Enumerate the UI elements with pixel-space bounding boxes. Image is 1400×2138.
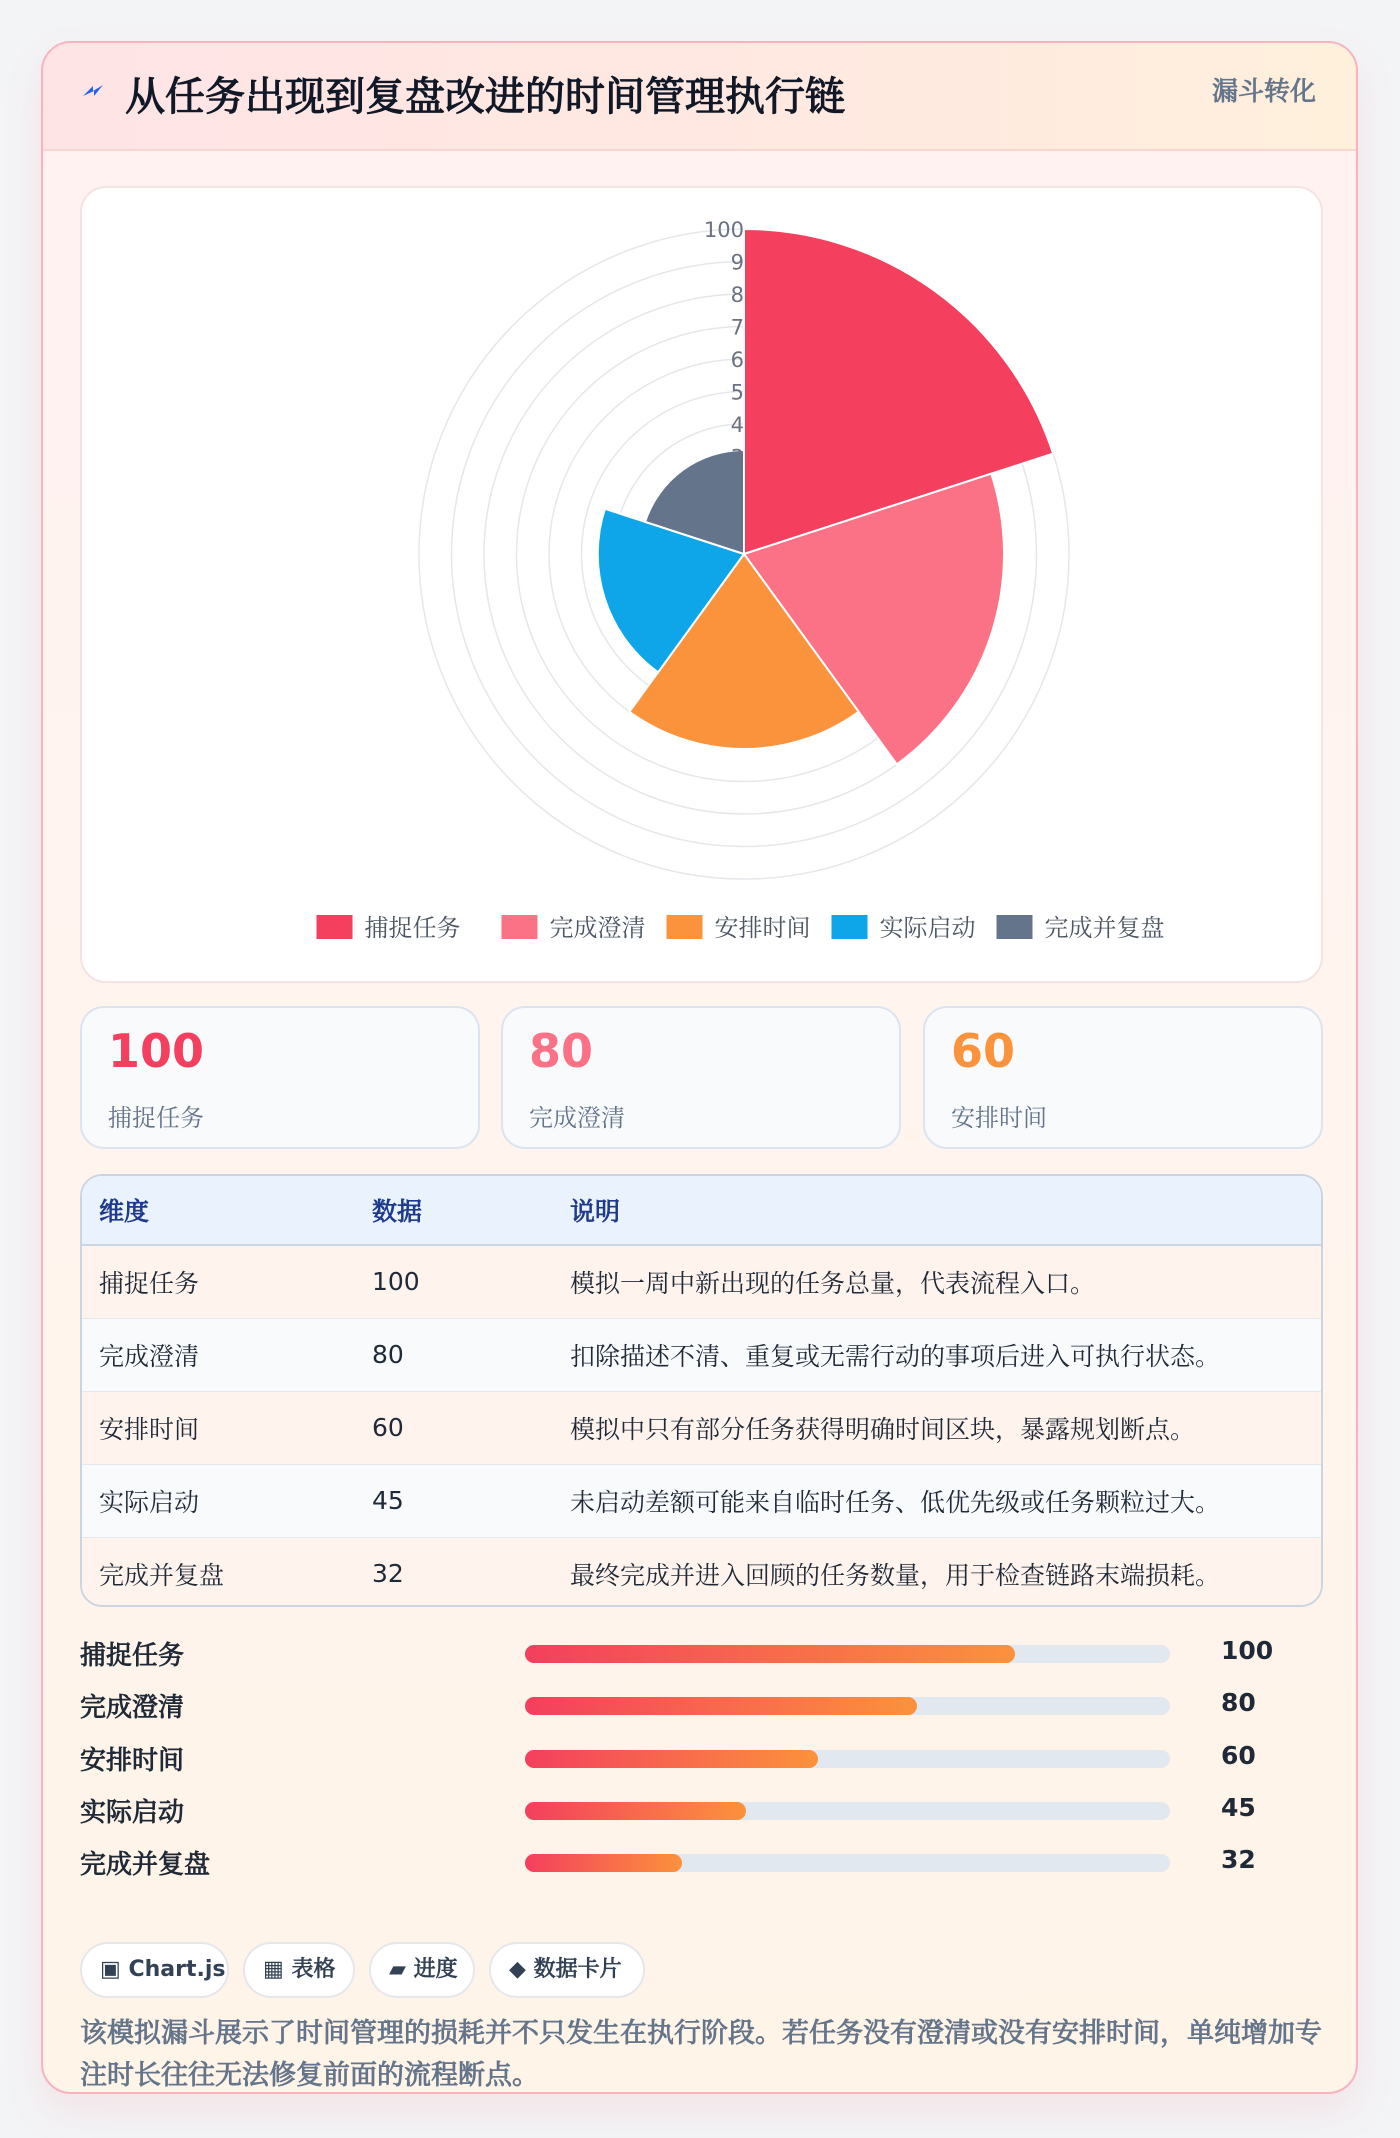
stat-label: 完成澄清 — [529, 1104, 625, 1132]
summary-note: 该模拟漏斗展示了时间管理的损耗并不只发生在执行阶段。若任务没有澄清或没有安排时间，单纯增加专注时长往往无法修复前面的流程断点。 — [80, 2018, 1322, 2091]
progress-icon: ▰ — [389, 1957, 406, 1982]
table-cell: 扣除描述不清、重复或无需行动的事项后进入可执行状态。 — [570, 1341, 1221, 1371]
progress-row — [80, 1738, 1323, 1778]
stat-card — [501, 1006, 901, 1149]
progress-fill — [525, 1802, 746, 1820]
table-cell: 60 — [372, 1413, 404, 1442]
chip-progress[interactable] — [369, 1942, 475, 1998]
legend-swatch — [667, 915, 703, 939]
legend-label: 安排时间 — [714, 914, 811, 942]
stat-value: 60 — [951, 1024, 1016, 1078]
progress-fill — [525, 1750, 818, 1768]
header-tag: 漏斗转化 — [1211, 77, 1316, 107]
page-title: 从任务出现到复盘改进的时间管理执行链 — [125, 74, 845, 120]
legend-swatch — [502, 915, 538, 939]
chart-panel — [80, 186, 1323, 983]
table-cell: 80 — [372, 1340, 404, 1369]
radial-tick-label: 100 — [703, 218, 744, 242]
legend-swatch — [317, 915, 353, 939]
stat-label: 安排时间 — [951, 1104, 1047, 1132]
progress-label: 完成并复盘 — [80, 1850, 211, 1880]
table-row — [82, 1245, 1321, 1318]
chip-label: 数据卡片 — [533, 1957, 622, 1982]
card-header — [43, 43, 1356, 151]
chip-label: 进度 — [413, 1957, 458, 1982]
progress-value: 45 — [1221, 1793, 1256, 1822]
table-cell: 捕捉任务 — [99, 1268, 200, 1298]
progress-label: 捕捉任务 — [80, 1641, 185, 1671]
stat-value: 100 — [108, 1024, 205, 1078]
stat-label: 捕捉任务 — [108, 1104, 204, 1132]
table-row — [82, 1391, 1321, 1464]
chip-label: 表格 — [291, 1957, 336, 1982]
progress-value: 32 — [1221, 1845, 1256, 1874]
column-header: 说明 — [553, 1176, 1321, 1245]
grid-table-icon: ▦ — [263, 1957, 284, 1982]
progress-value: 60 — [1221, 1741, 1256, 1770]
column-header: 维度 — [82, 1176, 355, 1245]
legend-label: 捕捉任务 — [364, 914, 461, 942]
stat-value: 80 — [529, 1024, 594, 1078]
table-cell: 模拟一周中新出现的任务总量，代表流程入口。 — [570, 1268, 1096, 1298]
stat-card — [80, 1006, 480, 1149]
table-cell: 45 — [372, 1486, 404, 1515]
table-row — [82, 1537, 1321, 1607]
diamond-icon: ◆ — [509, 1957, 526, 1982]
progress-fill — [525, 1854, 682, 1872]
progress-track — [525, 1645, 1170, 1663]
legend-label: 完成并复盘 — [1044, 914, 1165, 942]
main-card — [41, 41, 1358, 2094]
table-cell: 完成并复盘 — [99, 1560, 225, 1590]
progress-track — [525, 1854, 1170, 1872]
radial-tick-label: 3 — [730, 445, 744, 470]
chart-square-icon: ▣ — [100, 1957, 121, 1982]
progress-label: 安排时间 — [80, 1746, 185, 1776]
legend-swatch — [997, 915, 1033, 939]
table-cell: 未启动差额可能来自临时任务、低优先级或任务颗粒过大。 — [570, 1487, 1221, 1517]
progress-fill — [525, 1645, 1015, 1663]
table-cell: 模拟中只有部分任务获得明确时间区块，暴露规划断点。 — [570, 1414, 1196, 1444]
stat-card — [923, 1006, 1323, 1149]
table-cell: 实际启动 — [99, 1487, 200, 1517]
data-table — [80, 1174, 1323, 1607]
chip-table[interactable] — [243, 1942, 355, 1998]
progress-value: 100 — [1221, 1636, 1274, 1665]
legend-label: 实际启动 — [879, 914, 976, 942]
stat-cards — [80, 1006, 1323, 1149]
tag-chips — [80, 1942, 1323, 1998]
progress-row — [80, 1842, 1323, 1882]
radial-tick-label: 6 — [730, 348, 744, 372]
polar-area-chart — [82, 188, 1321, 981]
chip-data-card[interactable] — [489, 1942, 645, 1998]
progress-list — [80, 1633, 1323, 1893]
column-header: 数据 — [355, 1176, 553, 1245]
progress-row — [80, 1633, 1323, 1673]
chip-chartjs[interactable] — [80, 1942, 229, 1998]
radial-tick-label: 7 — [730, 315, 744, 340]
table-header-row — [82, 1176, 1321, 1245]
table-row — [82, 1464, 1321, 1537]
radial-tick-label: 9 — [730, 250, 744, 275]
table-cell: 安排时间 — [99, 1414, 200, 1444]
progress-track — [525, 1802, 1170, 1820]
radial-tick-label: 4 — [730, 413, 744, 437]
radial-tick-label: 5 — [730, 380, 744, 405]
table-cell: 最终完成并进入回顾的任务数量，用于检查链路末端损耗。 — [570, 1560, 1221, 1590]
legend-swatch — [832, 915, 868, 939]
table-cell: 32 — [372, 1559, 404, 1589]
progress-row — [80, 1685, 1323, 1725]
table-row — [82, 1318, 1321, 1391]
table-cell: 完成澄清 — [99, 1341, 200, 1371]
radial-tick-label: 8 — [730, 283, 744, 307]
legend-label: 完成澄清 — [549, 914, 646, 942]
progress-value: 80 — [1221, 1688, 1256, 1717]
chip-label: Chart.js — [128, 1957, 226, 1982]
progress-row — [80, 1790, 1323, 1830]
progress-label: 完成澄清 — [80, 1693, 185, 1723]
progress-label: 实际启动 — [80, 1798, 185, 1828]
progress-track — [525, 1750, 1170, 1768]
lightning-icon — [81, 81, 107, 103]
progress-fill — [525, 1697, 917, 1715]
progress-track — [525, 1697, 1170, 1715]
table-cell: 100 — [372, 1267, 420, 1297]
